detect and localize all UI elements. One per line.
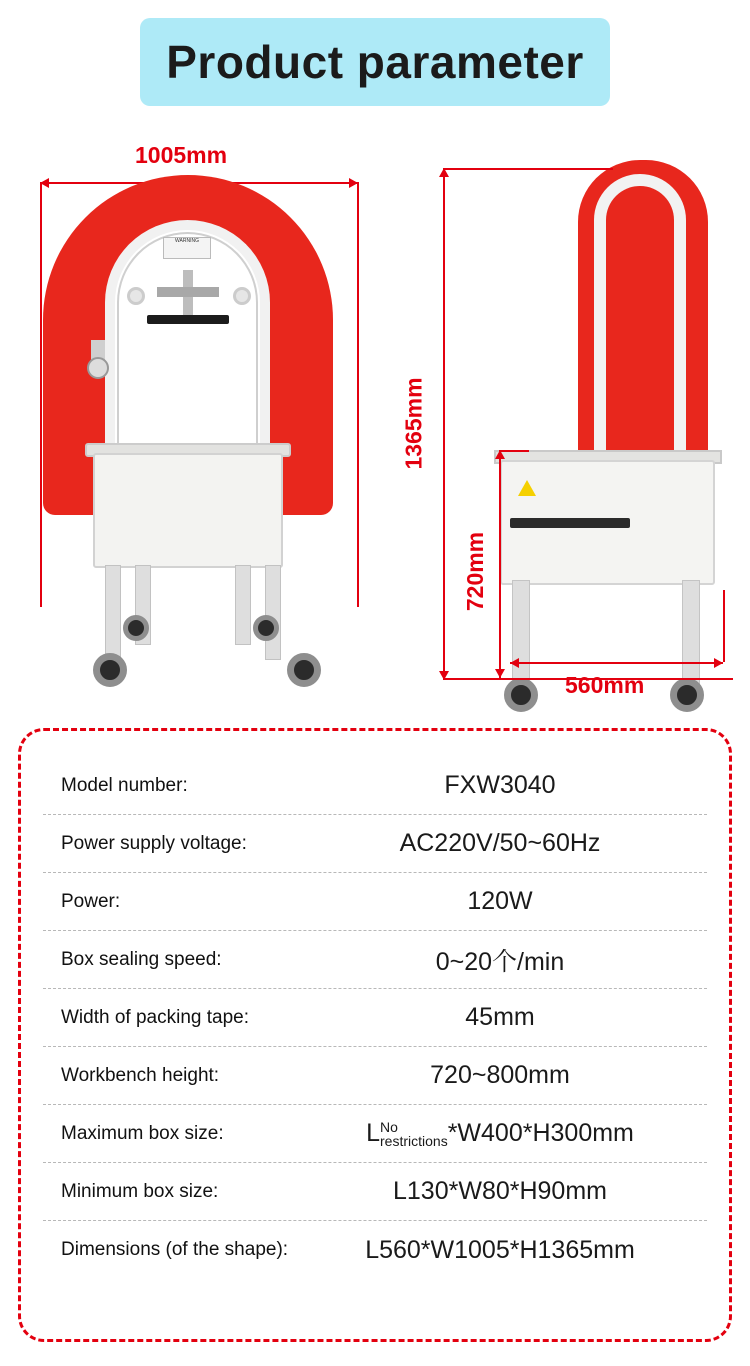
side-depth-dim-line: [510, 662, 723, 664]
front-handle-bar: [147, 315, 229, 324]
spec-label-workbench-height: Workbench height:: [61, 1064, 220, 1086]
side-leg-right: [682, 580, 700, 690]
page-title: Product parameter: [166, 36, 584, 88]
side-height-extension-top: [443, 168, 613, 170]
spec-value-workbench-height: 720~800mm: [430, 1061, 570, 1089]
front-width-label: 1005mm: [135, 142, 228, 168]
table-row: [43, 873, 707, 931]
max-box-no-restrictions: No restrictions: [380, 1119, 448, 1150]
machine-front-view: [35, 175, 365, 695]
machine-side-view: [470, 160, 730, 720]
spec-value-power-supply-voltage: AC220V/50~60Hz: [399, 829, 601, 857]
table-row: [43, 815, 707, 873]
spec-label-model-number: Model number:: [61, 774, 188, 796]
side-leg-left: [512, 580, 530, 690]
spec-value-width-of-packing-tape: 45mm: [465, 1003, 535, 1031]
table-row: [43, 1047, 707, 1105]
spec-value-minimum-box-size: L130*W80*H90mm: [393, 1177, 607, 1205]
caster-side-right: [670, 678, 704, 712]
front-leg-inner-right: [235, 565, 251, 645]
front-leg-left: [105, 565, 121, 660]
spec-value-dimensions: L560*W1005*H1365mm: [365, 1235, 635, 1264]
spec-label-maximum-box-size: Maximum box size:: [61, 1122, 224, 1144]
front-cross-bracket: [157, 287, 219, 297]
max-box-suffix: *W400*H300mm: [447, 1118, 634, 1147]
spec-value-power: 120W: [467, 887, 533, 915]
table-row: [43, 1163, 707, 1221]
front-pressure-gauge: [87, 357, 109, 379]
spec-label-dimensions: Dimensions (of the shape):: [61, 1239, 289, 1260]
spec-label-power: Power:: [61, 890, 121, 912]
spec-label-box-sealing-speed: Box sealing speed:: [61, 948, 222, 970]
page-title-banner: [140, 18, 610, 106]
side-depth-arrow-right: [714, 658, 723, 668]
warning-sticker: WARNING: [163, 237, 211, 259]
caster-front-right: [287, 653, 321, 687]
product-diagram-area: [0, 120, 750, 710]
spec-value-model-number: FXW3040: [444, 771, 556, 799]
front-knob-left: [127, 287, 145, 305]
spec-label-width-of-packing-tape: Width of packing tape:: [61, 1006, 249, 1028]
workbench-height-label: 720mm: [462, 531, 489, 612]
side-height-label: 1365mm: [400, 377, 427, 470]
side-depth-label: 560mm: [565, 672, 645, 698]
spec-value-maximum-box-size: [293, 1119, 707, 1148]
front-cabinet: [93, 453, 283, 568]
table-row: [43, 1221, 707, 1279]
caster-rear-right: [253, 615, 279, 641]
side-depth-arrow-left: [510, 658, 519, 668]
side-height-dim-line: [443, 168, 445, 680]
side-depth-extension-right: [723, 590, 725, 662]
spec-label-power-supply-voltage: Power supply voltage:: [61, 832, 247, 854]
caster-front-left: [93, 653, 127, 687]
spec-label-minimum-box-size: Minimum box size:: [61, 1180, 219, 1202]
front-leg-right: [265, 565, 281, 660]
workbench-height-dim-line: [499, 450, 501, 678]
caster-side-left: [504, 678, 538, 712]
max-box-prefix: L: [366, 1118, 381, 1147]
table-row: [43, 757, 707, 815]
side-tape-slot: [510, 518, 630, 528]
table-row: [43, 931, 707, 989]
workbench-height-arrow-bottom: [495, 669, 505, 678]
workbench-height-extension: [499, 450, 529, 452]
specifications-table: [18, 728, 732, 1342]
caster-rear-left: [123, 615, 149, 641]
spec-value-box-sealing-speed: 0~20个/min: [435, 947, 565, 976]
table-row: [43, 1105, 707, 1163]
front-knob-right: [233, 287, 251, 305]
table-row: [43, 989, 707, 1047]
